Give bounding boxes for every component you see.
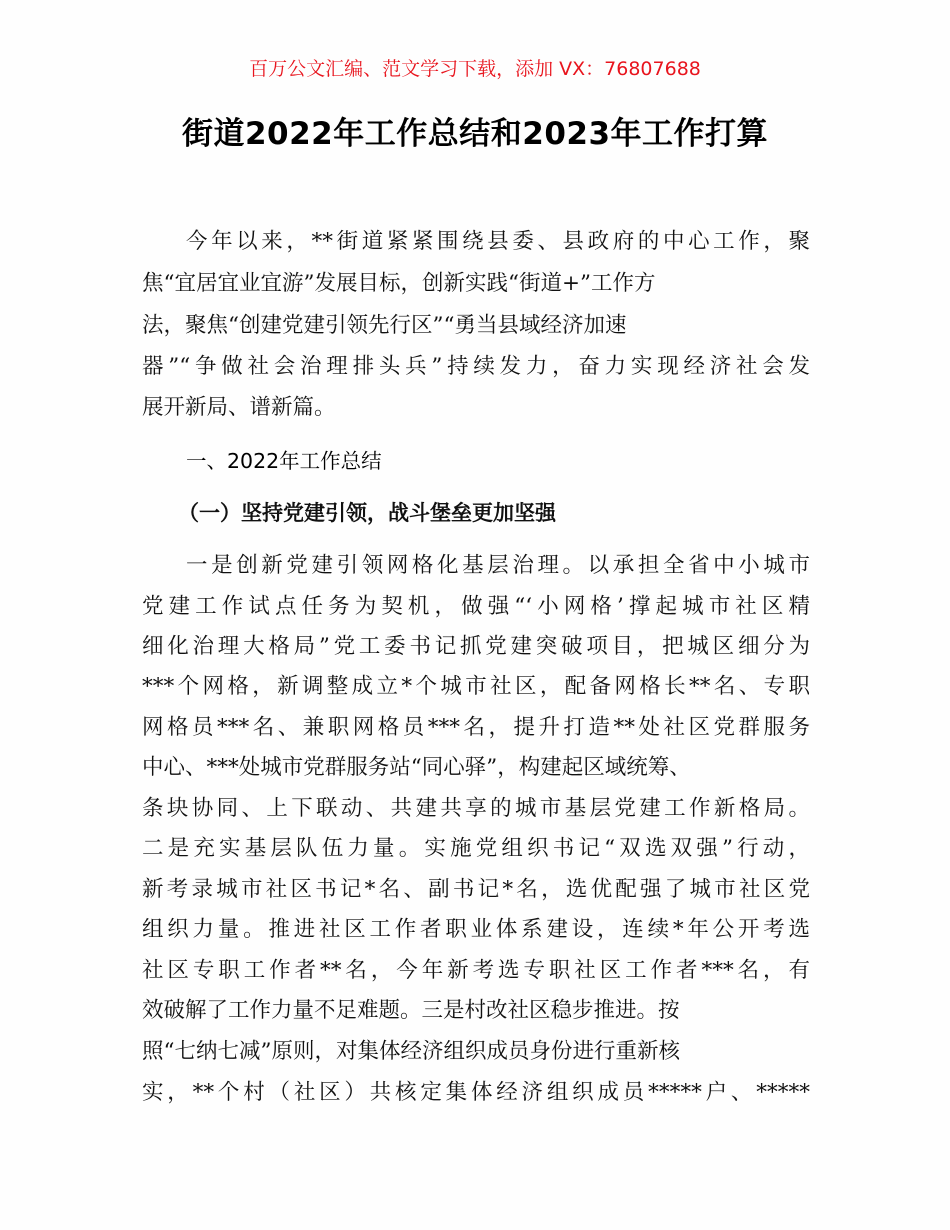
intro-line-5: 展开新局、谱新篇。 xyxy=(142,395,336,420)
watermark-banner: 百万公文汇编、范文学习下载，添加 VX：76807688 xyxy=(249,58,701,80)
intro-line-3: 法，聚焦“创建党建引领先行区”“勇当县域经济加速 xyxy=(142,313,627,338)
body-line-1: 一是创新党建引领网格化基层治理。以承担全省中小城市 xyxy=(186,553,810,578)
section-heading: 一、2022年工作总结 xyxy=(186,449,382,473)
body-line-4: ***个网格，新调整成立*个城市社区，配备网格长**名、专职 xyxy=(142,674,810,699)
intro-line-2: 焦“宜居宜业宜游”发展目标，创新实践“街道+”工作方 xyxy=(142,271,656,296)
body-line-9: 新考录城市社区书记*名、副书记*名，选优配强了城市社区党 xyxy=(142,877,810,902)
body-line-7: 条块协同、上下联动、共建共享的城市基层党建工作新格局。 xyxy=(142,796,810,821)
body-line-10: 组织力量。推进社区工作者职业体系建设，连续*年公开考选 xyxy=(142,917,810,942)
body-line-6: 中心、***处城市党群服务站“同心驿”，构建起区域统筹、 xyxy=(142,755,691,780)
body-line-5: 网格员***名、兼职网格员***名，提升打造**处社区党群服务 xyxy=(142,715,810,740)
document-title: 街道2022年工作总结和2023年工作打算 xyxy=(181,116,769,152)
intro-line-4: 器”“争做社会治理排头兵”持续发力，奋力实现经济社会发 xyxy=(142,354,810,379)
body-line-14: 实，**个村（社区）共核定集体经济组织成员*****户、***** xyxy=(142,1080,810,1105)
body-line-13: 照“七纳七减”原则，对集体经济组织成员身份进行重新核 xyxy=(142,1039,680,1064)
body-line-2: 党建工作试点任务为契机，做强“‘小网格’撑起城市社区精 xyxy=(142,594,810,619)
body-line-3: 细化治理大格局”党工委书记抓党建突破项目，把城区细分为 xyxy=(142,634,810,659)
body-line-12: 效破解了工作力量不足难题。三是村改社区稳步推进。按 xyxy=(142,998,680,1023)
body-line-8: 二是充实基层队伍力量。实施党组织书记“双选双强”行动， xyxy=(142,836,810,861)
body-line-11: 社区专职工作者**名，今年新考选专职社区工作者***名，有 xyxy=(142,958,810,983)
subsection-heading: （一）坚持党建引领，战斗堡垒更加坚强 xyxy=(178,500,556,525)
intro-line-1: 今年以来，**街道紧紧围绕县委、县政府的中心工作，聚 xyxy=(186,229,810,254)
